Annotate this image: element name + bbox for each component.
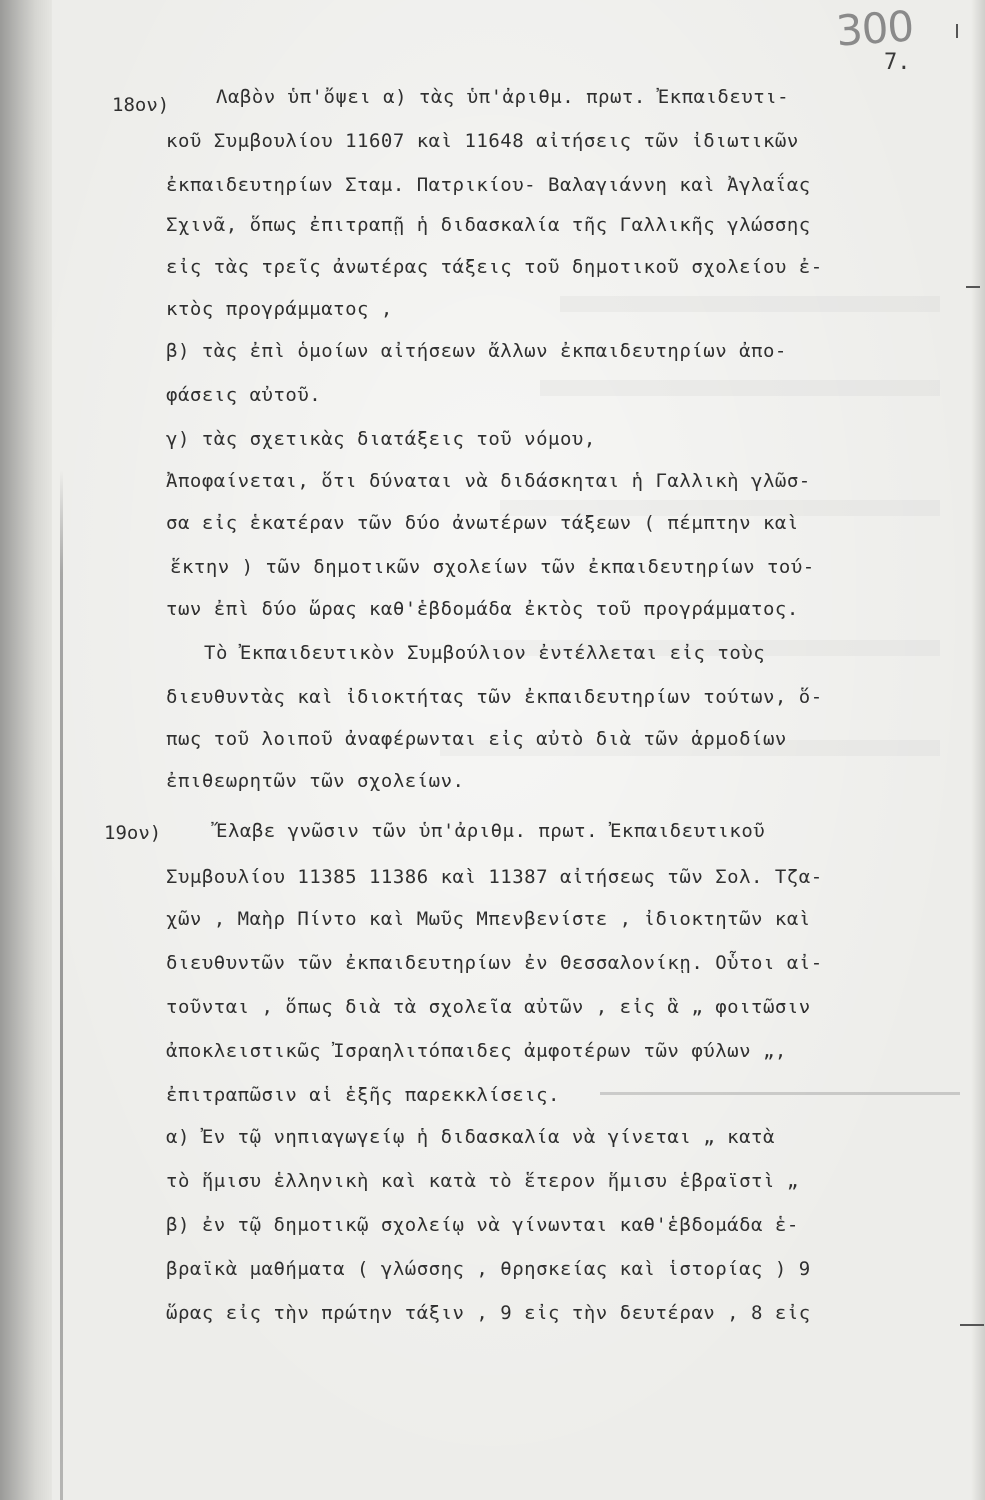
- page-number: 7.: [884, 50, 911, 75]
- scan-fold-line: [60, 470, 63, 1500]
- text-line: Σχινᾶ, ὅπως ἐπιτραπῇ ἡ διδασκαλία τῆς Γαλλικῆς γλώσσης: [166, 214, 811, 236]
- text-line: ἕκτην ) τῶν δημοτικῶν σχολείων τῶν ἐκπαιδευτηρίων τού-: [170, 556, 815, 578]
- text-line: ὥρας εἰς τὴν πρώτην τάξιν , 9 εἰς τὴν δευτέραν , 8 εἰς: [166, 1302, 811, 1324]
- text-line: τοῦνται , ὅπως διὰ τὰ σχολεῖα αὐτῶν , εἰς ἃ „ φοιτῶσιν: [166, 996, 811, 1018]
- text-line: ἐκπαιδευτηρίων Σταμ. Πατρικίου- Βαλαγιάννη καὶ Ἀγλαΐας: [166, 174, 811, 196]
- text-line: πως τοῦ λοιποῦ ἀναφέρωνται εἰς αὐτὸ διὰ τῶν ἁρμοδίων: [166, 728, 787, 750]
- section-marker-19: 19ον): [104, 822, 162, 844]
- folio-number: 300: [834, 1, 915, 56]
- text-line: κοῦ Συμβουλίου 11607 καὶ 11648 αἰτήσεις τῶν ἰδιωτικῶν: [166, 130, 799, 152]
- text-line: βραϊκὰ μαθήματα ( γλώσσης , θρησκείας καὶ ἱστορίας ) 9: [166, 1258, 811, 1280]
- text-line: τὸ ἥμισυ ἑλληνικὴ καὶ κατὰ τὸ ἕτερον ἥμισυ ἑβραϊστὶ „: [166, 1170, 799, 1192]
- section-marker-18: 18ον): [112, 94, 170, 116]
- text-line: διευθυντῶν τῶν ἐκπαιδευτηρίων ἐν Θεσσαλονίκῃ. Οὗτοι αἰ-: [166, 952, 823, 974]
- text-line: σα εἰς ἑκατέραν τῶν δύο ἀνωτέρων τάξεων ( πέμπτην καὶ: [166, 512, 799, 534]
- text-line: Τὸ Ἐκπαιδευτικὸν Συμβούλιον ἐντέλλεται εἰς τοὺς: [204, 642, 766, 664]
- scan-right-edge: [971, 0, 985, 1500]
- text-line: Λαβὸν ὑπ'ὄψει α) τὰς ὑπ'ἀριθμ. πρωτ. Ἐκπαιδευτι-: [216, 86, 790, 108]
- bleed-through: [540, 380, 940, 396]
- text-line: εἰς τὰς τρεῖς ἀνωτέρας τάξεις τοῦ δημοτικοῦ σχολείου ἐ-: [166, 256, 823, 278]
- text-line: κτὸς προγράμματος ,: [166, 298, 393, 320]
- text-line: Ἔλαβε γνῶσιν τῶν ὑπ'ἀριθμ. πρωτ. Ἐκπαιδευτικοῦ: [216, 820, 766, 842]
- edge-mark: [956, 24, 958, 38]
- text-line: β) τὰς ἐπὶ ὁμοίων αἰτήσεων ἄλλων ἐκπαιδευτηρίων ἀπο-: [166, 340, 787, 362]
- text-line: των ἐπὶ δύο ὥρας καθ'ἑβδομάδα ἐκτὸς τοῦ προγράμματος.: [166, 598, 799, 620]
- text-line: διευθυντὰς καὶ ἰδιοκτήτας τῶν ἐκπαιδευτηρίων τούτων, ὅ-: [166, 686, 823, 708]
- scan-left-margin: [0, 0, 52, 1500]
- edge-mark: [960, 1324, 984, 1326]
- text-line: ἐπιτραπῶσιν αἱ ἑξῆς παρεκκλίσεις.: [166, 1084, 560, 1106]
- text-line: ἐπιθεωρητῶν τῶν σχολείων.: [166, 770, 465, 792]
- text-line: φάσεις αὐτοῦ.: [166, 384, 322, 406]
- text-line: Ἀποφαίνεται, ὅτι δύναται νὰ διδάσκηται ἡ Γαλλικὴ γλῶσ-: [166, 470, 811, 492]
- text-line: γ) τὰς σχετικὰς διατάξεις τοῦ νόμου,: [166, 428, 596, 450]
- text-line: β) ἐν τῷ δημοτικῷ σχολείῳ νὰ γίνωνται καθ'ἑβδομάδα ἑ-: [166, 1214, 799, 1236]
- bleed-through: [560, 296, 940, 312]
- edge-mark: [966, 286, 980, 288]
- text-line: α) Ἐν τῷ νηπιαγωγείῳ ἡ διδασκαλία νὰ γίνεται „ κατὰ: [166, 1126, 775, 1148]
- bleed-through: [600, 1092, 960, 1095]
- text-line: Συμβουλίου 11385 11386 καὶ 11387 αἰτήσεως τῶν Σολ. Τζα-: [166, 866, 823, 888]
- text-line: ἀποκλειστικῶς Ἰσραηλιτόπαιδες ἀμφοτέρων τῶν φύλων „,: [166, 1040, 787, 1062]
- text-line: χῶν , Μαὴρ Πίντο καὶ Μωῦς Μπενβενίστε , ἰδιοκτητῶν καὶ: [166, 908, 811, 930]
